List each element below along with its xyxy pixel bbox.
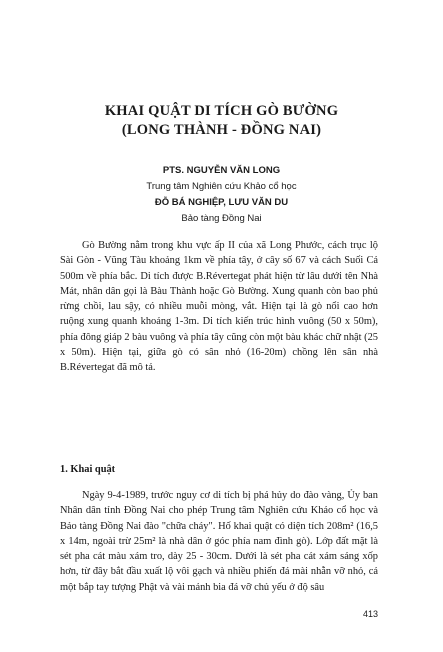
author-affiliation: Trung tâm Nghiên cứu Khảo cổ học [146,181,297,192]
article-title: KHAI QUẬT DI TÍCH GÒ BƯỜNG [104,103,339,119]
section-heading: 1. Khai quật [60,464,116,475]
article-subtitle: (LONG THÀNH - ĐỒNG NAI) [121,122,322,138]
author-affiliation: Bảo tàng Đồng Nai [181,213,262,224]
author-name: ĐỖ BÁ NGHIỆP, LƯU VĂN DU [154,197,289,208]
body-paragraph: Gò Bường nằm trong khu vực ấp II của xã Long Phước, cách trục lộ Sài Gòn - Vũng Tàu khoảng 1km về phía tây, ở cây số 67 và cách Suối Cả 500m về phía bắc. Di tích được B.Révertegat phát hiện từ lâu dưới tên Nhà Mát, nhân dân gọi là Bàu Thành hoặc Gò Bường. Xung quanh còn bao phủ rừng chồi, lau sậy, có nhiều muỗi mòng, vắt. Hiện tại là gò nổi cao hơn ruộng xung quanh khoảng 1-3m. Di tích kiến trúc hình vuông (50 x 50m), phía đông giáp 2 bàu vuông và phía tây cũng còn một bàu khác chữ nhật (25 x 50m). Hiện tại, giữa gò có sân nhỏ (16-20m) chồng lên sân nhà B.Révertegat đã mô tả. [60,240,378,374]
body-paragraph: Ngày 9-4-1989, trước nguy cơ di tích bị phá hủy do đào vàng, Ủy ban Nhân dân tỉnh Đồng Nai cho phép Trung tâm Nghiên cứu Khảo cổ học và Bảo tàng Đồng Nai đào "chữa cháy". Hố khai quật có diện tích 208m² (16,5 x 14m, ngoài trừ 25m² là nhà dân ở góc phía nam đình gò). Lớp đất mặt là sét pha cát màu xám tro, dày 25 - 30cm. Dưới là sét pha cát xám sáng xốp hơn, từ đây bắt đầu xuất lộ vôi gạch và nhiều phiến đá mài nhẵn vỡ nhỏ, cả một bắp tay tượng Phật và vài mảnh bia đá vỡ chủ yếu ở độ sâu [60,490,378,593]
author-name: PTS. NGUYỄN VĂN LONG [162,165,281,176]
page-number: 413 [362,609,378,619]
